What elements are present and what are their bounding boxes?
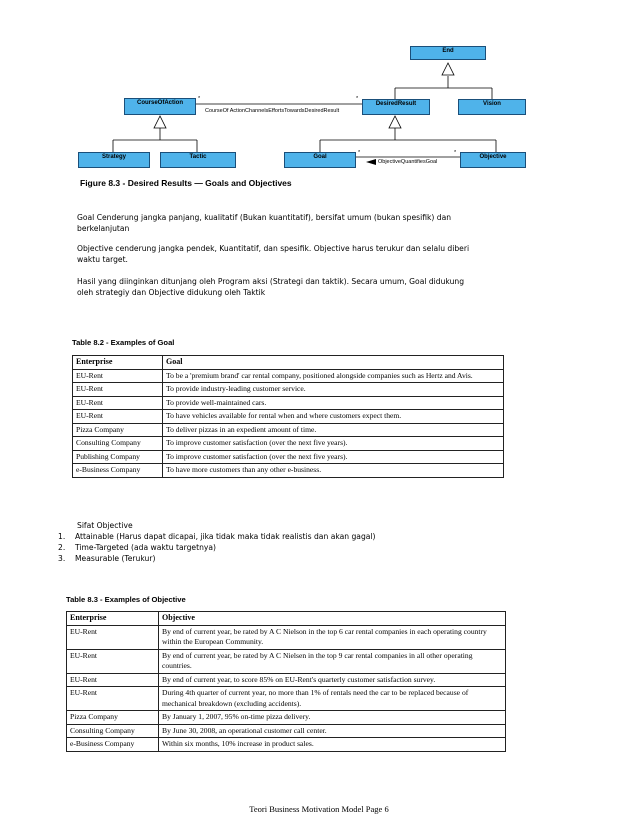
uml-box-label: End <box>442 48 454 54</box>
paragraph-results: Hasil yang diinginkan ditunjang oleh Program aksi (Strategi dan taktik). Secara umum, Goal didukung oleh strategiy dan Objective didukung oleh Taktik <box>77 277 465 297</box>
table-cell: EU-Rent <box>67 649 159 673</box>
table-cell: EU-Rent <box>67 625 159 649</box>
table-header-row <box>73 356 504 370</box>
table-objective-caption: Table 8.3 - Examples of Objective <box>66 595 186 604</box>
table-cell: To improve customer satisfaction (over the next five years). <box>163 450 504 464</box>
table-cell: e-Business Company <box>73 464 163 478</box>
uml-box-label: Objective <box>479 154 507 160</box>
table-row <box>73 396 504 410</box>
uml-box-goal <box>284 152 356 168</box>
table-cell: e-Business Company <box>67 738 159 752</box>
objective-table <box>66 611 506 752</box>
objective-props-list <box>58 531 376 564</box>
table-cell: To provide industry-leading customer service. <box>163 383 504 397</box>
association-label: CourseOf ActionChannelsEffortsTowardsDesiredResult <box>205 108 340 114</box>
table-cell: Publishing Company <box>73 450 163 464</box>
table-cell: Pizza Company <box>73 423 163 437</box>
table-row <box>73 450 504 464</box>
uml-box-end <box>410 46 486 60</box>
table-cell: By end of current year, be rated by A C Nielsen in the top 9 car rental companies in all other operating countries. <box>159 649 506 673</box>
table-cell: By end of current year, be rated by A C Nielson in the top 6 car rental companies in each operating country within the European Community. <box>159 625 506 649</box>
multiplicity-label: * <box>356 96 359 102</box>
table-cell: To improve customer satisfaction (over the next five years). <box>163 437 504 451</box>
list-text: Attainable (Harus dapat dicapai, jika tidak maka tidak realistis dan akan gagal) <box>75 532 376 541</box>
multiplicity-label: * <box>358 150 361 156</box>
table-cell: Within six months, 10% increase in product sales. <box>159 738 506 752</box>
table-cell: Consulting Company <box>73 437 163 451</box>
figure-caption: Figure 8.3 - Desired Results — Goals and Objectives <box>80 178 292 188</box>
uml-box-strategy <box>78 152 150 168</box>
table-row <box>67 724 506 738</box>
paragraph-objective: Objective cenderung jangka pendek, Kuantitatif, dan spesifik. Objective harus terukur dan selalu diberi waktu target. <box>77 244 470 264</box>
table-header-cell: Enterprise <box>73 356 163 370</box>
table-cell: To be a 'premium brand' car rental company, positioned alongside companies such as Hertz and Avis. <box>163 369 504 383</box>
uml-box-label: CourseOfAction <box>136 100 183 106</box>
table-row <box>67 625 506 649</box>
table-header-row <box>67 612 506 626</box>
list-number: 3. <box>58 554 66 563</box>
paragraph-goal: Goal Cenderung jangka panjang, kualitatif (Bukan kuantitatif), bersifat umum (bukan spesifik) dan berkelanjutan <box>77 213 452 233</box>
table-row <box>73 464 504 478</box>
table-cell: To have more customers than any other e-business. <box>163 464 504 478</box>
table-row <box>73 423 504 437</box>
page-footer: Teori Business Motivation Model Page 6 <box>249 804 389 814</box>
generalization-arrow <box>389 116 401 128</box>
uml-box-tactic <box>160 152 236 168</box>
table-row <box>67 711 506 725</box>
table-row <box>73 383 504 397</box>
generalization-arrow <box>442 63 454 75</box>
uml-box-label: Vision <box>483 101 501 107</box>
table-cell: EU-Rent <box>73 396 163 410</box>
uml-box-course-of-action <box>124 98 196 115</box>
table-cell: To have vehicles available for rental when and where customers expect them. <box>163 410 504 424</box>
table-cell: EU-Rent <box>73 369 163 383</box>
table-cell: EU-Rent <box>67 673 159 687</box>
multiplicity-label: * <box>198 96 201 102</box>
list-number: 2. <box>58 543 66 552</box>
uml-diagram-lines <box>0 0 638 175</box>
goal-table <box>72 355 504 478</box>
table-cell: Consulting Company <box>67 724 159 738</box>
table-cell: By June 30, 2008, an operational customer call center. <box>159 724 506 738</box>
table-cell: EU-Rent <box>73 383 163 397</box>
uml-box-label: Tactic <box>189 154 207 160</box>
table-row <box>67 673 506 687</box>
table-cell: To deliver pizzas in an expedient amount of time. <box>163 423 504 437</box>
list-text: Measurable (Terukur) <box>75 554 156 563</box>
list-text: Time-Targeted (ada waktu targetnya) <box>75 543 217 552</box>
table-header-cell: Objective <box>159 612 506 626</box>
table-cell: Pizza Company <box>67 711 159 725</box>
table-cell: During 4th quarter of current year, no more than 1% of rentals need the car to be replaced because of mechanical breakdown (excluding accidents). <box>159 687 506 711</box>
table-cell: To provide well-maintained cars. <box>163 396 504 410</box>
table-cell: By January 1, 2007, 95% on-time pizza delivery. <box>159 711 506 725</box>
table-cell: By end of current year, to score 85% on EU-Rent's quarterly customer satisfaction survey. <box>159 673 506 687</box>
uml-box-label: Goal <box>313 154 327 160</box>
uml-box-vision <box>458 99 526 115</box>
uml-box-label: Strategy <box>101 154 126 160</box>
table-row <box>67 649 506 673</box>
list-item <box>58 531 376 542</box>
list-number: 1. <box>58 532 66 541</box>
uml-box-label: DesiredResult <box>375 101 417 107</box>
table-cell: EU-Rent <box>67 687 159 711</box>
table-header-cell: Enterprise <box>67 612 159 626</box>
uml-box-objective <box>460 152 526 168</box>
list-item <box>58 542 376 553</box>
objective-props-heading: Sifat Objective <box>77 521 133 530</box>
generalization-arrow <box>154 116 166 128</box>
multiplicity-label: * <box>454 150 457 156</box>
table-header-cell: Goal <box>163 356 504 370</box>
list-item <box>58 553 376 564</box>
association-label: ObjectiveQuantifiesGoal <box>378 159 438 165</box>
table-cell: EU-Rent <box>73 410 163 424</box>
table-row <box>73 369 504 383</box>
uml-box-desired-result <box>362 99 430 115</box>
table-row <box>67 687 506 711</box>
table-row <box>67 738 506 752</box>
table-row <box>73 410 504 424</box>
table-row <box>73 437 504 451</box>
table-goal-caption: Table 8.2 - Examples of Goal <box>72 338 175 347</box>
